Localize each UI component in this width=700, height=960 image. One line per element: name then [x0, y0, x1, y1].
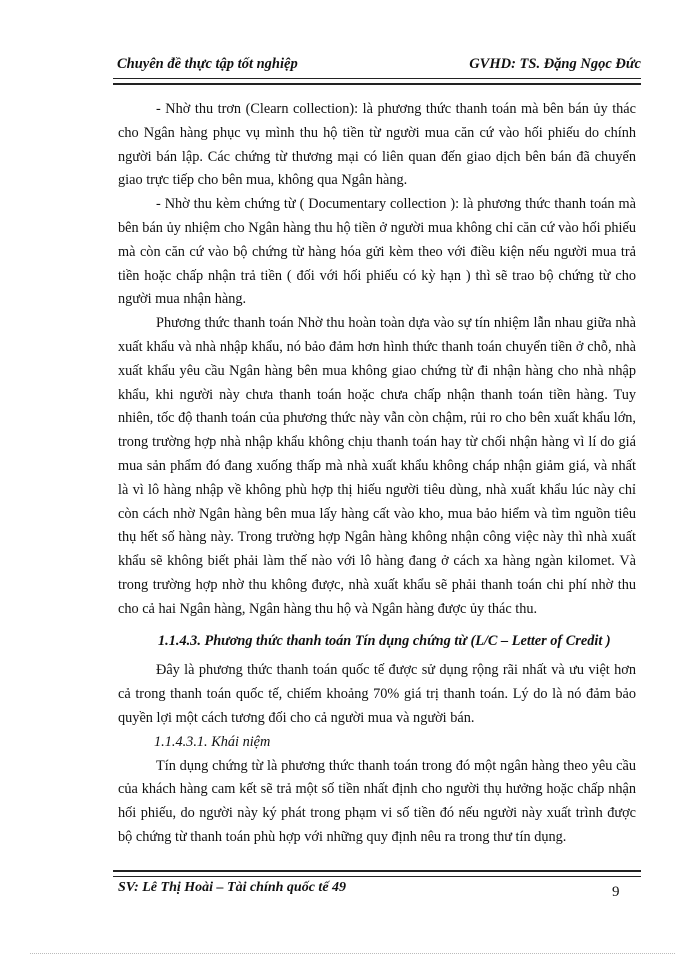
paragraph-collection-analysis: Phương thức thanh toán Nhờ thu hoàn toàn dựa vào sự tín nhiệm lẫn nhau giữa nhà xuất khẩu và nhà nhập khẩu, nó bảo đảm hơn hình thức thanh toán chuyển tiền ở chỗ, nhà xuất khẩu yêu cầu Ngân hàng bên mua không giao chứng từ đi nhận hàng cho nhà nhập khẩu, khi người này chưa thanh toán hoặc chưa chấp nhận thanh toán tiền hàng. Tuy nhiên, tốc độ thanh toán của phương thức này vẫn còn chậm, rủi ro cho bên xuất khẩu lớn, trong trường hợp nhà nhập khẩu không chịu thanh toán hay từ chối nhận hàng vì lí do giá mua sản phẩm đó đang xuống thấp mà nhà xuất khẩu không cháp nhận giảm giá, và nhất là vì lô hàng nhập về không phù hợp thị hiếu người tiêu dùng, nhà xuất khẩu lúc này chỉ còn cách nhờ Ngân hàng bên mua lấy hàng cất vào kho, mua bảo hiểm và tìm nguồn tiêu thụ hết số hàng này. Trong trường hợp Ngân hàng không nhận công việc này thì nhà xuất khẩu sẽ không biết phải làm thế nào với lô hàng đang ở cách xa hàng ngàn kilomet. Và trong trường hợp nhờ thu không được, nhà xuất khẩu sẽ phải thanh toán chi phí nhờ thu cho cả hai Ngân hàng, Ngân hàng thu hộ và Ngân hàng được ủy thác thu.: [118, 315, 636, 617]
paragraph-documentary-collection: - Nhờ thu kèm chứng từ ( Documentary collection ): là phương thức thanh toán mà bên bán ủy nhiệm cho Ngân hàng thu hộ tiền ở người mua không chỉ căn cứ vào hối phiếu mà còn căn cứ vào bộ chứng từ hàng hóa gửi kèm theo với điều kiện nếu người mua trả tiền hoặc chấp nhận trả tiền ( đối với hối phiếu có kỳ hạn ) thì sẽ trao bộ chứng từ cho người mua nhận hàng.: [118, 196, 636, 308]
header-rule: [113, 78, 641, 85]
section-heading: 1.1.4.3. Phương thức thanh toán Tín dụng chứng từ (L/C – Letter of Credit ): [158, 632, 611, 649]
document-body: [118, 98, 636, 850]
paragraph-lc-intro: Đây là phương thức thanh toán quốc tế được sử dụng rộng rãi nhất và ưu việt hơn cả trong thanh toán quốc tế, chiếm khoảng 70% giá trị thanh toán. Lý do là nó đảm bảo quyền lợi một cách tương đối cho cả người mua và người bán.: [118, 662, 636, 726]
page-number: 9: [612, 884, 620, 900]
paragraph-lc-definition: Tín dụng chứng từ là phương thức thanh toán trong đó một ngân hàng theo yêu cầu của khách hàng cam kết sẽ trả một số tiền nhất định cho người thụ hưởng hoặc chấp nhận hối phiếu, do người này ký phát trong phạm vi số tiền đó nếu người này xuất trình được bộ chứng từ thanh toán phù hợp với những quy định nêu ra trong thư tín dụng.: [118, 757, 636, 845]
page-header: [113, 56, 641, 78]
header-title: Chuyên đề thực tập tốt nghiệp: [117, 56, 298, 72]
page-break-line: [30, 953, 675, 954]
subsection-heading: 1.1.4.3.1. Khái niệm: [154, 733, 271, 750]
paragraph-clean-collection: - Nhờ thu trơn (Clearn collection): là phương thức thanh toán mà bên bán ủy thác cho Ngân hàng phục vụ mình thu hộ tiền từ người mua căn cứ vào hối phiếu do chính người bán lập. Các chứng từ thương mại có liên quan đến giao dịch bên bán đã chuyển giao trực tiếp cho bên mua, không qua Ngân hàng.: [118, 101, 636, 189]
footer-rule: [113, 870, 641, 877]
footer-author: SV: Lê Thị Hoài – Tài chính quốc tế 49: [118, 880, 347, 895]
header-supervisor: GVHD: TS. Đặng Ngọc Đức: [469, 56, 641, 72]
